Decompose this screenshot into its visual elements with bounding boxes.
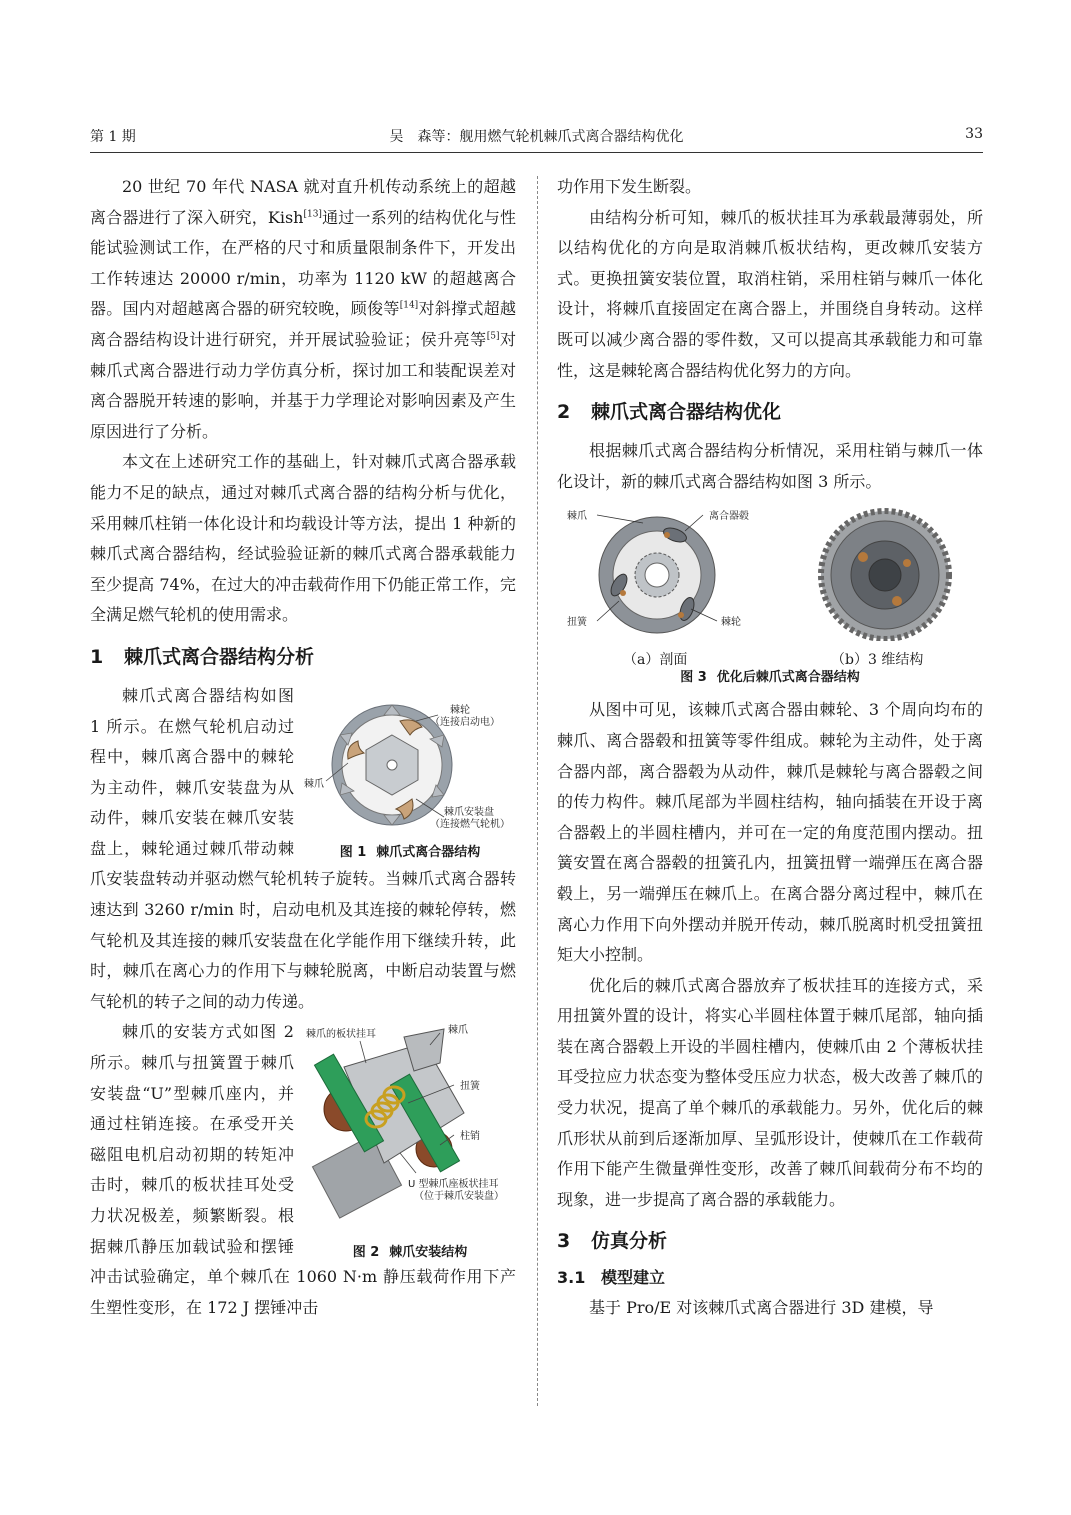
subsection-title: 模型建立 bbox=[601, 1268, 666, 1288]
figure-3 bbox=[557, 505, 983, 691]
running-header bbox=[90, 126, 983, 152]
subcaption-a: （a）剖面 bbox=[623, 652, 688, 669]
figure-1-caption bbox=[304, 842, 516, 864]
label-pin: 柱销 bbox=[460, 1131, 480, 1143]
paragraph: 根据棘爪式离合器结构分析情况，采用柱销与棘爪一体化设计，新的棘爪式离合器结构如图 3 所示。 bbox=[557, 441, 983, 491]
label-disc-note: （连接燃气轮机） bbox=[430, 818, 510, 830]
section-number: 3 bbox=[557, 1230, 571, 1253]
figure-number: 图 3 bbox=[680, 670, 707, 686]
label-seat-note: （位于棘爪安装盘） bbox=[414, 1191, 504, 1203]
subsection-number: 3.1 bbox=[557, 1268, 586, 1288]
text-run: 对棘爪式离合器进行动力学仿真分析，探讨加工和装配误差对离合器脱开转速的影响，并基于力学理论对影响因素及产生原因进行了分析。 bbox=[90, 329, 516, 441]
figure-3-image bbox=[557, 505, 983, 641]
label-spring: 扭簧 bbox=[567, 617, 587, 629]
label-hub: 离合器毂 bbox=[709, 511, 749, 523]
figure-2-image bbox=[304, 1023, 516, 1231]
text-run: 20 世纪 70 年代 NASA 就对直升机传动系统上的超越离合器进行了深入研究，Kish bbox=[90, 177, 516, 227]
label-spring: 扭簧 bbox=[460, 1081, 480, 1093]
subcaption-b: （b）3 维结构 bbox=[831, 652, 924, 669]
label-pawl: 棘爪 bbox=[448, 1025, 468, 1037]
text-run: 对斜撑式超越离合器结构设计进行研究，并开展试验验证；侯升亮等 bbox=[90, 299, 516, 349]
running-title: 吴 森等：舰用燃气轮机棘爪式离合器结构优化 bbox=[389, 129, 684, 145]
paragraph: 功作用下发生断裂。 bbox=[557, 177, 702, 196]
header-rule bbox=[90, 152, 983, 153]
label-seat: U 型棘爪座板状挂耳 bbox=[408, 1179, 499, 1191]
paragraph bbox=[90, 172, 516, 447]
paragraph: 由结构分析可知，棘爪的板状挂耳为承载最薄弱处，所以结构优化的方向是取消棘爪板状结构，更改棘爪安装方式。更换扭簧安装位置，取消柱销，采用柱销与棘爪一体化设计，将棘爪直接固定在离合器上，并围绕自身转动。这样既可以减少离合器的零件数，又可以提高其承载能力和可靠性，这是棘轮离合器结构优化努力的方向。 bbox=[557, 207, 983, 380]
paragraph: 优化后的棘爪式离合器放弃了板状挂耳的连接方式，采用扭簧外置的设计，将实心半圆柱体置于棘爪尾部，轴向插装在离合器毂上开设的半圆柱槽内，使棘爪由 2 个薄板状挂耳受拉应力状态变为整体受压应力状态，极大改善了棘爪的受力状况，提高了单个棘爪的承载能力。另外，优化后的棘爪形状从前到后逐渐加厚、呈弧形设计，使棘爪在工作载荷作用下能产生微量弹性变形，改善了棘爪间载荷分布不均的现象，进一步提高了离合器的承载能力。 bbox=[557, 975, 983, 1209]
label-pawl: 棘爪 bbox=[567, 511, 587, 523]
paragraph: 基于 Pro/E 对该棘爪式离合器进行 3D 建模，导 bbox=[589, 1298, 934, 1318]
paragraph: 本文在上述研究工作的基础上，针对棘爪式离合器承载能力不足的缺点，通过对棘爪式离合器的结构分析与优化，采用棘爪柱销一体化设计和均载设计等方法，提出 1 种新的棘爪式离合器结构，经试验验证新的棘爪式离合器承载能力至少提高 74%，在过大的冲击载荷作用下仍能正常工作，完全满足燃气轮机的使用需求。 bbox=[90, 452, 516, 625]
section-title: 棘爪式离合器结构分析 bbox=[124, 645, 315, 668]
paragraph: 从图中可见，该棘爪式离合器由棘轮、3 个周向均布的棘爪、离合器毂和扭簧等零件组成。棘轮为主动件，处于离合器内部，离合器毂为从动件，棘爪是棘轮与离合器毂之间的传力构件。棘爪尾部为半圆柱结构，轴向插装在开设于离合器毂上的半圆柱槽内，并可在一定的角度范围内摆动。扭簧安置在离合器毂的扭簧孔内，扭簧扭臂一端弹压在离合器毂上，另一端弹压在棘爪上。在离合器分离过程中，棘爪在离心力作用下向外摆动并脱开传动，棘爪脱离时机受扭簧扭矩大小控制。 bbox=[557, 700, 983, 965]
figure-2 bbox=[304, 1023, 516, 1261]
label-ratchet: 棘轮 bbox=[450, 704, 470, 716]
column-divider bbox=[537, 176, 538, 1406]
section-title: 棘爪式离合器结构优化 bbox=[591, 401, 782, 424]
figure-title: 棘爪安装结构 bbox=[389, 1245, 468, 1261]
left-column bbox=[90, 172, 516, 1323]
figure-3-caption bbox=[557, 667, 983, 689]
figure-1-image bbox=[304, 695, 516, 831]
right-column bbox=[557, 172, 983, 1324]
subsection-heading bbox=[557, 1265, 983, 1291]
page-number: 33 bbox=[965, 126, 983, 142]
figure-1 bbox=[304, 695, 516, 860]
label-disc: 棘爪安装盘 bbox=[444, 806, 494, 818]
issue-number: 第 1 期 bbox=[90, 129, 136, 145]
text-run: 通过一系列的结构优化与性能试验测试工作，在严格的尺寸和质量限制条件下，开发出工作转速达 20000 r/min，功率为 1120 kW 的超越离合器。国内对超越离合器的研究较晚，顾俊等 bbox=[90, 207, 516, 319]
citation: [13] bbox=[303, 209, 322, 220]
figure-title: 优化后棘爪式离合器结构 bbox=[716, 670, 860, 686]
paragraph: 棘爪式离合器结构如图 1 所示。在燃气轮机启动过程中，棘爪离合器中的棘轮为主动件，棘爪安装盘为从动件，棘爪安装在棘爪安装盘上，棘轮通过棘爪带动棘爪安装盘转动并驱动燃气轮机转子旋转。当棘爪式离合器转速达到 3260 r/min 时，启动电机及其连接的棘轮停转，燃气轮机及其连接的棘爪安装盘在化学能作用下继续升转，此时，棘爪在离心力的作用下与棘轮脱离，中断启动装置与燃气轮机的转子之间的动力传递。 bbox=[90, 685, 516, 1011]
citation: [14] bbox=[399, 301, 419, 312]
paragraph: 棘爪的安装方式如图 2 所示。棘爪与扭簧置于棘爪安装盘“U”型棘爪座内，并通过柱销连接。在承受开关磁阻电机启动初期的转矩冲击时，棘爪的板状挂耳处受力状况极差，频繁断裂。根据棘爪静压加载试验和摆锤冲击试验确定，单个棘爪在 1060 N·m 静压载荷作用下产生塑性变形，在 172 J 摆锤冲击 bbox=[90, 1022, 516, 1317]
label-ratchet-note: （连接启动电） bbox=[430, 716, 500, 728]
label-ear: 棘爪的板状挂耳 bbox=[306, 1029, 376, 1041]
figure-title: 棘爪式离合器结构 bbox=[376, 844, 481, 860]
label-pawl: 棘爪 bbox=[304, 778, 324, 790]
figure-2-caption bbox=[304, 1242, 516, 1264]
section-heading bbox=[557, 398, 983, 426]
section-number: 2 bbox=[557, 401, 571, 424]
citation: [5] bbox=[486, 331, 500, 342]
section-heading bbox=[90, 643, 516, 671]
section-heading bbox=[557, 1227, 983, 1255]
section-number: 1 bbox=[90, 645, 104, 668]
label-ratchet: 棘轮 bbox=[721, 617, 741, 629]
section-title: 仿真分析 bbox=[591, 1230, 668, 1253]
figure-number: 图 2 bbox=[352, 1245, 380, 1261]
figure-number: 图 1 bbox=[339, 844, 367, 860]
